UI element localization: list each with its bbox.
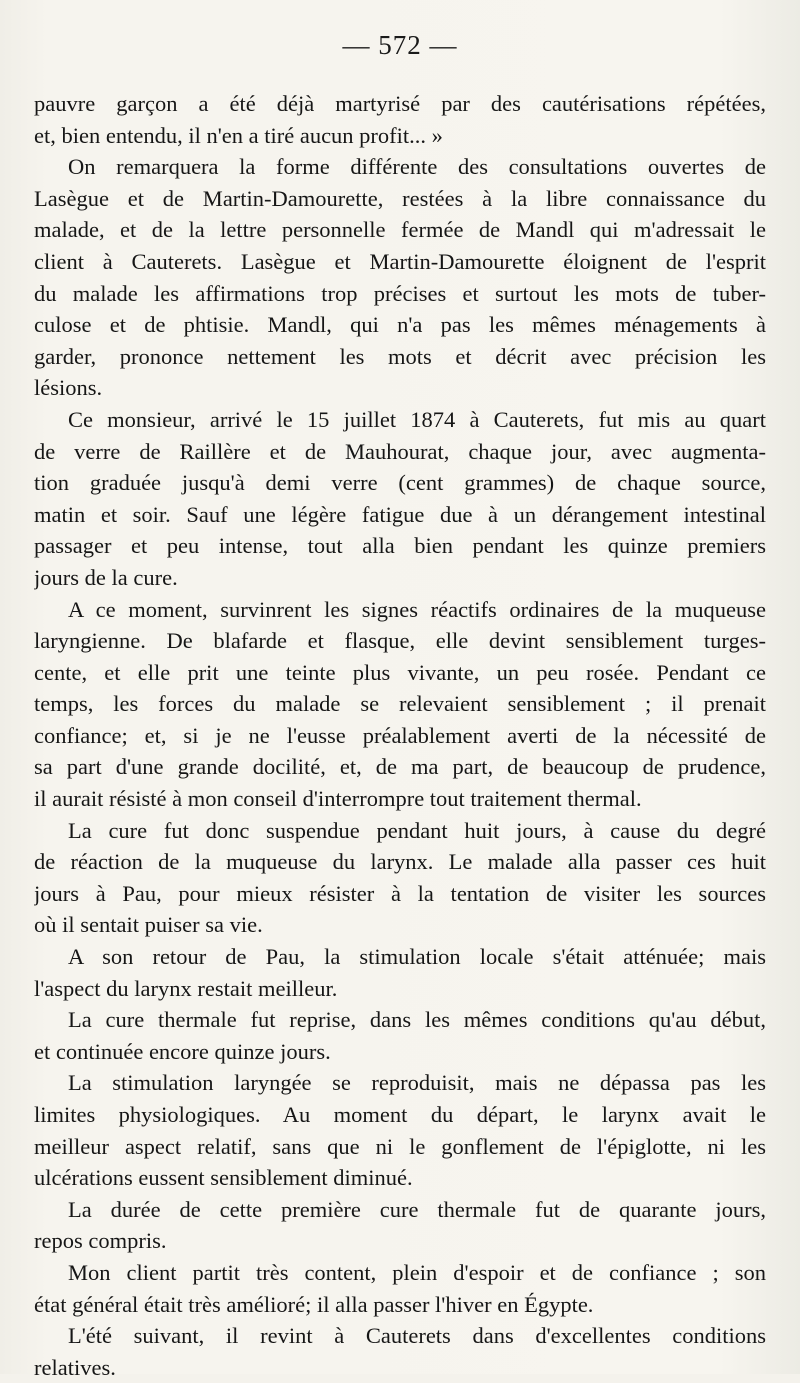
text-line: client à Cauterets. Lasègue et Martin-Damourette éloignent de l'esprit	[34, 248, 766, 274]
text-line: sa part d'une grande docilité, et, de ma part, de beaucoup de prudence,	[34, 754, 766, 780]
page-number: — 572 —	[342, 30, 458, 60]
text-line: de verre de Raillère et de Mauhourat, chaque jour, avec augmenta-	[34, 438, 766, 464]
text-line: limites physiologiques. Au moment du départ, le larynx avait le	[34, 1102, 766, 1127]
text-line: laryngienne. De blafarde et flasque, elle devint sensiblement turges-	[34, 628, 766, 654]
text-line: jours de la cure.	[34, 564, 178, 590]
text-line: où il sentait puiser sa vie.	[34, 912, 263, 938]
text-line: matin et soir. Sauf une légère fatigue due à un dérangement intestinal	[34, 501, 766, 527]
body-text	[34, 88, 766, 1383]
text-line: meilleur aspect relatif, sans que ni le gonflement de l'épiglotte, ni les	[34, 1133, 766, 1159]
text-line: culose et de phtisie. Mandl, qui n'a pas les mêmes ménagements à	[34, 312, 766, 338]
text-line: tion graduée jusqu'à demi verre (cent grammes) de chaque source,	[34, 470, 766, 496]
text-line: passager et peu intense, tout alla bien pendant les quinze premiers	[34, 533, 766, 559]
text-line: La stimulation laryngée se reproduisit, mais ne dépassa pas les	[68, 1070, 766, 1096]
text-line: lésions.	[34, 375, 103, 401]
text-line: pauvre garçon a été déjà martyrisé par des cautérisations répétées,	[34, 91, 766, 116]
text-line: et continuée encore quinze jours.	[34, 1038, 331, 1064]
text-line: garder, prononce nettement les mots et décrit avec précision les	[34, 343, 766, 369]
text-line: confiance; et, si je ne l'eusse préalablement averti de la nécessité de	[34, 722, 766, 748]
text-line: ulcérations eussent sensiblement diminué.	[34, 1165, 413, 1191]
text-line: La durée de cette première cure thermale fut de quarante jours,	[68, 1196, 766, 1222]
text-line: et, bien entendu, il n'en a tiré aucun profit... »	[34, 122, 443, 148]
text-line: malade, et de la lettre personnelle fermée de Mandl qui m'adressait le	[34, 217, 766, 243]
text-line: Lasègue et de Martin-Damourette, restées à la libre connaissance du	[34, 185, 766, 211]
text-line: cente, et elle prit une teinte plus vivante, un peu rosée. Pendant ce	[34, 659, 766, 685]
text-line: temps, les forces du malade se relevaient sensiblement ; il prenait	[34, 691, 766, 717]
text-line: l'aspect du larynx restait meilleur.	[34, 975, 338, 1001]
text-line: La cure thermale fut reprise, dans les mêmes conditions qu'au début,	[68, 1007, 766, 1033]
text-line: A son retour de Pau, la stimulation locale s'était atténuée; mais	[68, 944, 766, 970]
text-line: A ce moment, survinrent les signes réactifs ordinaires de la muqueuse	[68, 596, 766, 622]
text-line: On remarquera la forme différente des consultations ouvertes de	[68, 154, 766, 180]
text-line: jours à Pau, pour mieux résister à la tentation de visiter les sources	[34, 880, 766, 906]
text-line: Ce monsieur, arrivé le 15 juillet 1874 à Cauterets, fut mis au quart	[68, 406, 766, 432]
text-line: L'été suivant, il revint à Cauterets dans d'excellentes conditions	[68, 1323, 766, 1349]
text-line: de réaction de la muqueuse du larynx. Le malade alla passer ces huit	[34, 849, 766, 875]
text-line: du malade les affirmations trop précises et surtout les mots de tuber-	[34, 280, 766, 306]
text-line: relatives.	[34, 1354, 116, 1380]
text-line: il aurait résisté à mon conseil d'interrompre tout traitement thermal.	[34, 786, 642, 812]
text-line: repos compris.	[34, 1228, 167, 1254]
text-line: état général était très amélioré; il alla passer l'hiver en Égypte.	[34, 1291, 594, 1317]
text-line: La cure fut donc suspendue pendant huit jours, à cause du degré	[68, 817, 766, 843]
text-line: Mon client partit très content, plein d'espoir et de confiance ; son	[68, 1259, 766, 1285]
